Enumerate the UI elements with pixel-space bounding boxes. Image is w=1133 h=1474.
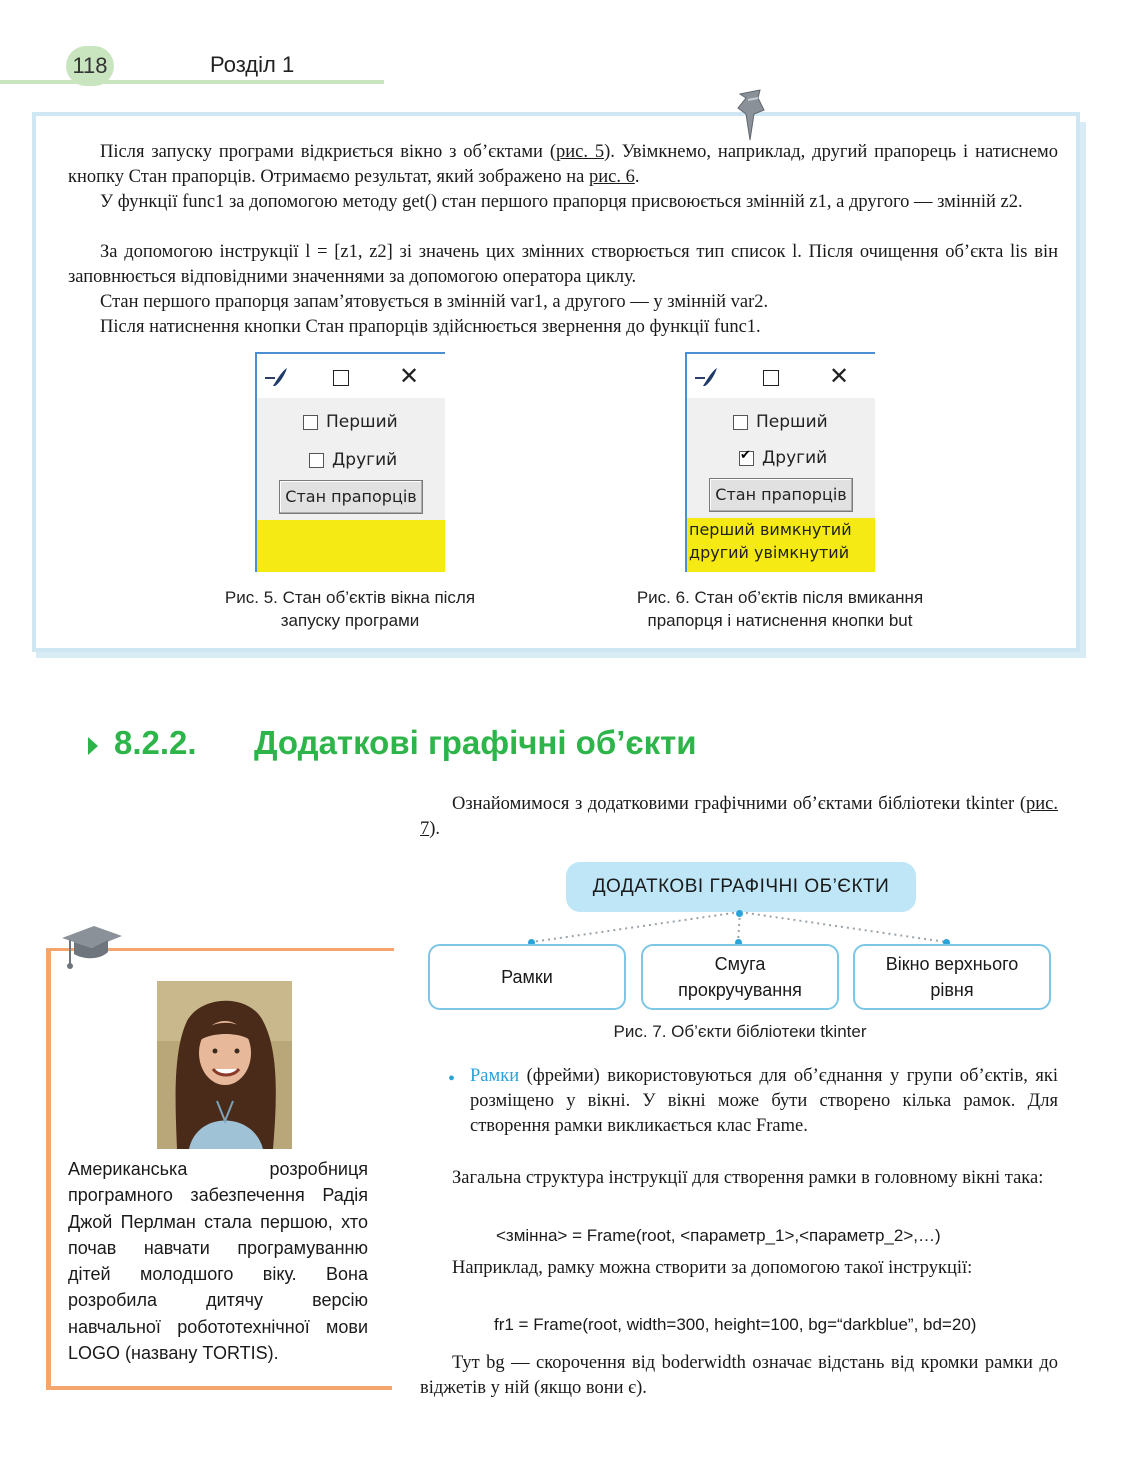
note-paragraph-2: У функції func1 за допомогою методу get() стан першого прапорця присвоюється змінній z1, а другого — змінній z2. bbox=[100, 192, 1023, 212]
fig5-tk-window bbox=[255, 352, 445, 572]
bio-text: Американська розробниця програмного забезпечення Радія Джой Перлман стала першою, хто почав навчати програмуванню дітей молодшого віку. Вона розробила дитячу версію навчальної робототехнічної мови LOGO (названу TORTIS). bbox=[68, 1159, 368, 1364]
fig6-output-line-1: перший вимкнутий bbox=[689, 520, 852, 539]
fig5-checkbox-first[interactable]: Перший bbox=[303, 412, 398, 432]
fig6-checkbox-first[interactable]: Перший bbox=[733, 412, 828, 432]
fig7-caption: Рис. 7. Об’єкти бібліотеки tkinter bbox=[613, 1022, 867, 1041]
fig5-state-button[interactable]: Стан прапорців bbox=[279, 480, 423, 514]
note-box-shadow-right bbox=[1080, 122, 1086, 654]
page-number: 118 bbox=[66, 46, 114, 86]
diagram-node-frames: Рамки bbox=[428, 944, 626, 1010]
fig5-checkbox-first-box[interactable] bbox=[303, 415, 318, 430]
example-paragraph: Наприклад, рамку можна створити за допомогою такої інструкції: bbox=[452, 1258, 973, 1278]
tk-feather-icon bbox=[263, 366, 289, 388]
maximize-icon[interactable] bbox=[763, 370, 779, 386]
fig6-output-label bbox=[687, 518, 875, 572]
section-arrow-icon bbox=[88, 737, 98, 755]
structure-paragraph: Загальна структура інструкції для створення рамки в головному вікні така: bbox=[452, 1168, 1044, 1188]
note-paragraph-5: Після натиснення кнопки Стан прапорців здійснюється звернення до функції func1. bbox=[100, 317, 761, 337]
diagram-dot-root bbox=[736, 910, 743, 917]
fig6-state-button[interactable]: Стан прапорців bbox=[709, 478, 853, 512]
graduation-cap-icon bbox=[60, 920, 124, 974]
fig5-link[interactable]: рис. 5 bbox=[555, 142, 605, 162]
note-paragraph-1: Після запуску програми відкриється вікно з об’єктами (рис. 5). Увімкнемо, наприклад, другий прапорець і натиснемо кнопку Стан прапорців. Отримаємо результат, який зображено на рис. 6. bbox=[68, 142, 1058, 187]
diagram-node-toplevel: Вікно верхнього рівня bbox=[853, 944, 1051, 1010]
fig6-checkbox-second[interactable]: ✔ Другий bbox=[739, 448, 827, 468]
fig6-output-line-2: другий увімкнутий bbox=[689, 543, 850, 562]
tk-feather-icon bbox=[693, 366, 719, 388]
portrait-photo bbox=[157, 981, 292, 1149]
code-frame-example: fr1 = Frame(root, width=300, height=100, bg=“darkblue”, bd=20) bbox=[494, 1315, 977, 1334]
note-paragraph-4: Стан першого прапорця запам’ятовується в змінній var1, а другого — у змінній var2. bbox=[100, 292, 769, 312]
fig6-caption: Рис. 6. Стан об’єктів після вмикання прапорця і натиснення кнопки but bbox=[636, 588, 924, 630]
fig6-checkbox-first-box[interactable] bbox=[733, 415, 748, 430]
fig6-checkbox-second-box[interactable] bbox=[739, 451, 754, 466]
fig5-titlebar bbox=[257, 354, 445, 398]
fig5-body bbox=[257, 398, 445, 572]
fig5-checkbox-second[interactable]: Другий bbox=[309, 450, 397, 470]
fig5-output-label bbox=[257, 520, 445, 572]
fig6-body bbox=[687, 398, 875, 572]
close-icon[interactable]: ✕ bbox=[829, 362, 850, 390]
close-icon[interactable]: ✕ bbox=[399, 362, 420, 390]
header-rule bbox=[0, 80, 384, 84]
bullet-frames: Рамки (фрейми) використовуються для об’єднання у групи об’єктів, які розміщено у вікні. У вікні може бути створено кілька рамок. Для створення рамки викликається клас Frame. bbox=[470, 1066, 1058, 1136]
diagram-root: ДОДАТКОВІ ГРАФІЧНІ ОБ’ЄКТИ bbox=[566, 862, 916, 912]
fig6-link[interactable]: рис. 6 bbox=[588, 167, 635, 187]
fig7-link[interactable]: рис. 7 bbox=[420, 794, 1058, 839]
fig6-titlebar bbox=[687, 354, 875, 398]
code-frame-structure: <змінна> = Frame(root, <параметр_1>,<параметр_2>,…) bbox=[496, 1226, 941, 1245]
bg-paragraph: Тут bg — скорочення від boderwidth означає відстань від кромки рамки до віджетів у ній (якщо вони є). bbox=[420, 1353, 1058, 1398]
section-title: Додаткові графічні об’єкти bbox=[254, 724, 697, 761]
diagram-node-scrollbar: Смуга прокручування bbox=[641, 944, 839, 1010]
pushpin-icon bbox=[734, 88, 774, 144]
fig5-caption: Рис. 5. Стан об’єктів вікна після запуску програми bbox=[224, 588, 476, 630]
section-number: 8.2.2. bbox=[114, 724, 197, 761]
fig6-tk-window bbox=[685, 352, 875, 572]
intro-paragraph: Ознайомимося з додатковими графічними об’єктами бібліотеки tkinter (рис. 7). bbox=[420, 794, 1058, 839]
fig5-checkbox-second-box[interactable] bbox=[309, 453, 324, 468]
note-paragraph-3: За допомогою інструкції l = [z1, z2] зі значень цих змінних створюється тип список l. Після очищення об’єкта lis він заповнюється відповідними значеннями за допомогою оператора циклу. bbox=[68, 242, 1058, 287]
section-label: Розділ 1 bbox=[210, 52, 295, 77]
bullet-term: Рамки bbox=[470, 1066, 520, 1086]
bullet-dot: • bbox=[448, 1068, 456, 1090]
maximize-icon[interactable] bbox=[333, 370, 349, 386]
